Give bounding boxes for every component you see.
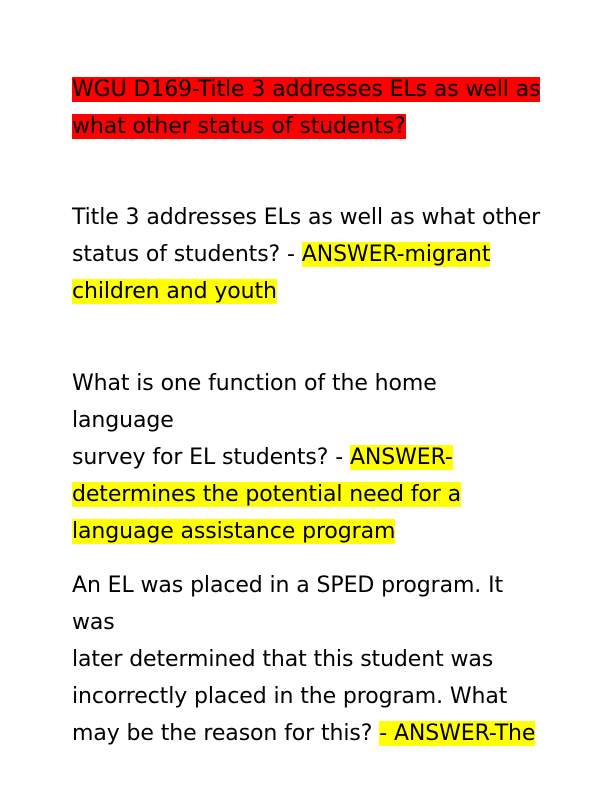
question-text: may be the reason for this?: [72, 721, 380, 746]
question-text: An EL was placed in a SPED program. It was: [72, 573, 504, 635]
document-title: [72, 71, 542, 145]
title-line-2: what other status of students?: [72, 114, 406, 139]
answer-text: ANSWER-migrant: [301, 242, 491, 267]
question-text: incorrectly placed in the program. What: [72, 684, 508, 709]
answer-text: determines the potential need for a: [72, 482, 461, 507]
question-text: status of students? -: [72, 242, 302, 267]
answer-text: ANSWER-: [349, 445, 453, 470]
title-line-1: WGU D169-Title 3 addresses ELs as well as: [72, 77, 541, 102]
question-text: What is one function of the home language: [72, 371, 437, 433]
question-text: survey for EL students? -: [72, 445, 350, 470]
question-text: Title 3 addresses ELs as well as what other: [72, 205, 541, 230]
question-text: later determined that this student was: [72, 647, 494, 672]
answer-text: - ANSWER-The: [379, 721, 536, 746]
qa-item-2: [72, 365, 542, 550]
answer-text: language assistance program: [72, 519, 396, 544]
qa-item-1: [72, 199, 542, 310]
answer-text: children and youth: [72, 279, 277, 304]
qa-item-3: [72, 567, 542, 752]
